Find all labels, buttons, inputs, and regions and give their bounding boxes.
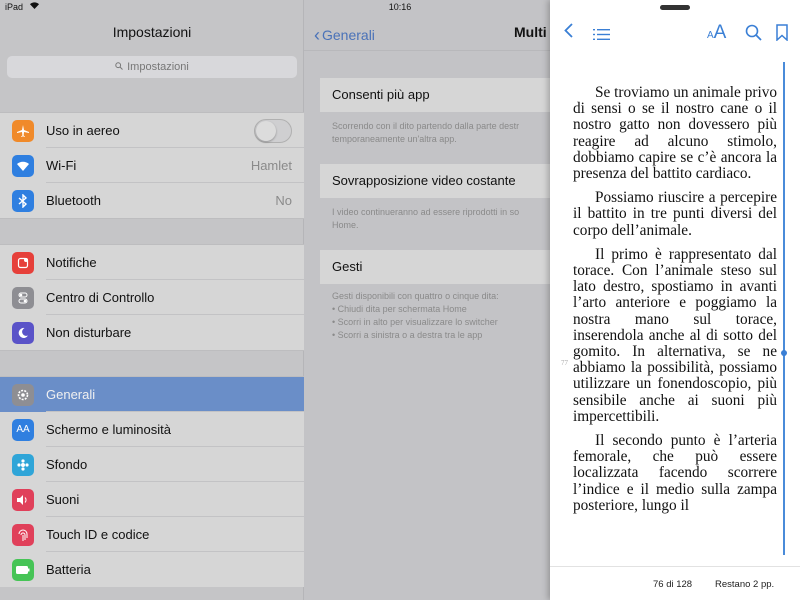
settings-item-label: Generali [46,387,96,402]
note-line: I video continueranno ad essere riprodotti in so [332,207,520,217]
airplane-icon [12,120,34,142]
settings-item-control-center[interactable] [0,280,304,315]
pages-remaining: Restano 2 pp. [715,579,775,590]
note-line: Home. [332,220,359,230]
table-of-contents-icon[interactable] [593,27,610,45]
clock: 10:16 [388,2,412,12]
display-icon: AA [12,419,34,441]
gear-icon [12,384,34,406]
moon-icon [12,322,34,344]
settings-item-label: Bluetooth [46,193,101,208]
settings-item-bluetooth[interactable] [0,183,304,218]
persistent-video-overlay-cell[interactable]: Sovrapposizione video costante [320,164,550,198]
battery-icon [12,559,34,581]
settings-item-label: Sfondo [46,457,88,472]
settings-item-wallpaper[interactable] [0,447,304,482]
font-size-icon[interactable]: AA [707,22,727,43]
settings-item-label: Wi-Fi [46,158,77,173]
print-page-marker: 77 [561,359,568,367]
settings-group-general [0,376,304,587]
search-icon[interactable] [745,24,762,46]
fingerprint-icon [12,524,34,546]
paragraph: Il secondo punto è l’arteria femorale, che può essere localizzata facendo scorrere l’indice e il medio sulla zampa posteriore, lungo il [573,432,777,514]
wallpaper-icon [12,454,34,476]
page-count: 76 di 128 [653,579,693,590]
settings-item-sounds[interactable] [0,482,304,517]
paragraph: Possiamo riuscire a percepire il battito in tre punti diversi del corpo dell’animale. [573,189,777,239]
page-scrubber[interactable] [783,62,785,555]
toggle-knob [256,121,276,141]
note-line: • Scorri in alto per visualizzare lo switcher [332,317,498,327]
reader-footer [550,566,800,600]
settings-item-touch-id[interactable] [0,517,304,552]
gestures-cell[interactable]: Gesti [320,250,550,284]
settings-item-label: Notifiche [46,255,97,270]
search-icon [115,57,123,79]
wifi-icon [12,155,34,177]
settings-item-airplane-mode[interactable] [0,113,304,148]
settings-pane [0,0,304,600]
settings-item-label: Non disturbare [46,325,132,340]
back-label: Generali [322,27,375,43]
book-reader-pane [550,0,800,600]
note-line: Scorrendo con il dito partendo dalla parte destr [332,121,520,131]
settings-item-display[interactable] [0,412,304,447]
section-note [332,206,552,232]
paragraph: Il primo è rappresentato dal torace. Con l’animale steso sul lato destro, spostiamo in avanti l’arto anteriore e poggiamo la nostra mano sul torace, inserendola anche al di sotto del gomito. In alternativa, se ne abbiamo la possibilità, possiamo utilizzare un fonendoscopio, più sensibile anche ai suoni più impercettibili. [573,245,777,425]
divider [304,50,550,51]
settings-title: Impostazioni [112,24,192,40]
settings-item-label: Batteria [46,562,91,577]
bookmark-icon[interactable] [776,24,788,46]
section-note [332,290,552,342]
airplane-mode-toggle[interactable] [254,119,292,143]
note-line: • Chiudi dita per schermata Home [332,304,467,314]
settings-item-general[interactable] [0,377,304,412]
settings-item-label: Centro di Controllo [46,290,155,305]
back-button[interactable] [314,24,375,45]
chevron-left-icon: ‹ [314,25,320,45]
wifi-network-value: Hamlet [250,158,292,173]
control-center-icon [12,287,34,309]
bluetooth-icon [12,190,34,212]
settings-item-notifications[interactable] [0,245,304,280]
settings-item-label: Uso in aereo [46,123,120,138]
notifications-icon [12,252,34,274]
device-name: iPad [5,2,24,12]
bluetooth-value: No [275,193,292,208]
settings-group-notifications [0,244,304,351]
settings-item-label: Schermo e luminosità [46,422,171,437]
settings-item-label: Suoni [46,492,80,507]
note-line: Gesti disponibili con quattro o cinque dita: [332,291,499,301]
allow-multiple-apps-cell[interactable]: Consenti più app [320,78,550,112]
note-line: • Scorri a sinistra o a destra tra le app [332,330,483,340]
book-page-text [573,85,777,563]
paragraph: Se troviamo un animale privo di sensi o se il nostro cane o il nostro gatto non dovessero più reagire ad alcuno stimolo, dobbiamo capire se c’è ancora la presenza del battito cardiaco. [573,85,777,183]
note-line: temporaneamente un'altra app. [332,134,457,144]
sound-icon [12,489,34,511]
settings-item-battery[interactable] [0,552,304,587]
page-scrubber-thumb[interactable] [781,350,787,356]
back-chevron-icon[interactable] [564,23,573,43]
settings-item-wifi[interactable] [0,148,304,183]
page-title: Multi [514,24,547,40]
general-pane [304,0,550,600]
settings-search-input[interactable] [7,56,297,78]
settings-item-do-not-disturb[interactable] [0,315,304,350]
search-placeholder: Impostazioni [127,61,189,73]
settings-group-connectivity [0,112,304,219]
status-bar [0,0,800,16]
settings-item-label: Touch ID e codice [46,527,150,542]
section-note [332,120,552,146]
